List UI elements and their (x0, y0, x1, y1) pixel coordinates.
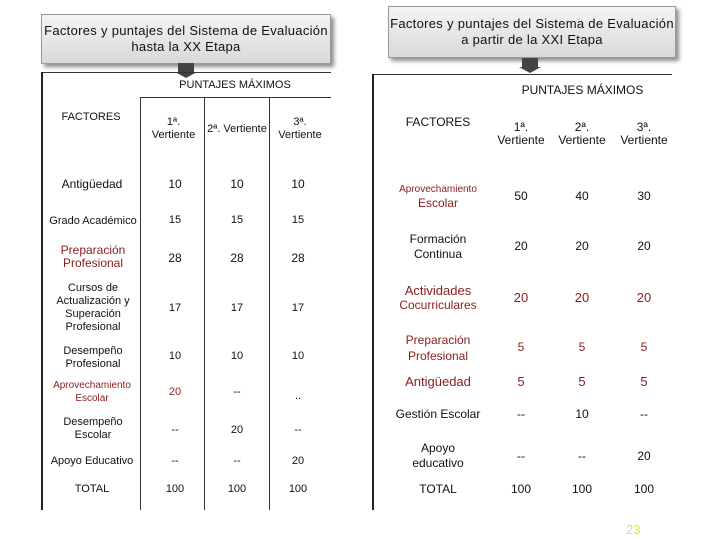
right-border (372, 74, 374, 510)
left-border (41, 72, 43, 510)
right-v2-3: 5 (578, 339, 586, 354)
right-v3-0: 30 (637, 188, 651, 203)
left-v1-3: 17 (168, 301, 182, 314)
left-v2-5: -- (233, 385, 241, 398)
left-v3-1: 15 (291, 213, 305, 226)
page-number: 23 (626, 522, 641, 537)
right-v2-6: -- (578, 448, 586, 463)
left-v1-7: -- (171, 454, 179, 467)
right-v3-2: 20 (636, 289, 652, 305)
left-factor-0: Antigüedad (61, 176, 123, 191)
right-factor-a-3: Preparación (405, 332, 471, 347)
right-v1-6: -- (517, 448, 525, 463)
right-v3-1: 20 (637, 238, 651, 253)
left-v3-7: 20 (291, 454, 305, 467)
right-title-text: Factores y puntajes del Sistema de Evaluación a partir de la XXI Etapa (390, 16, 674, 47)
right-v1-5: -- (517, 406, 525, 421)
left-title-text: Factores y puntajes del Sistema de Evaluación hasta la XX Etapa (44, 23, 328, 54)
left-header-rule (140, 97, 331, 98)
right-factor-a-4: Antigüedad (405, 373, 471, 389)
left-top-rule (41, 72, 331, 73)
right-col-2: 2ª. Vertiente (558, 120, 606, 147)
right-v3-4: 5 (640, 373, 648, 389)
right-factor-b-6: educativo (412, 456, 464, 470)
left-factor-8: TOTAL (74, 482, 110, 495)
right-v1-3: 5 (517, 339, 525, 354)
left-v2-7: -- (233, 454, 241, 467)
left-factor-7: Apoyo Educativo (50, 454, 134, 467)
right-factor-a-0: Aprovechamiento (399, 183, 477, 195)
right-v1-4: 5 (517, 373, 525, 389)
left-v2-8: 100 (227, 482, 247, 495)
right-factor-a-1: Formación (409, 232, 467, 246)
left-v2-4: 10 (230, 349, 244, 362)
right-v2-0: 40 (575, 188, 589, 203)
left-factor-1: Grado Académico (49, 214, 137, 227)
left-puntajes-header: PUNTAJES MÁXIMOS (179, 78, 291, 91)
left-v2-0: 10 (230, 176, 244, 191)
left-v1-1: 15 (168, 213, 182, 226)
right-v1-2: 20 (513, 289, 529, 305)
right-v1-0: 50 (514, 188, 528, 203)
left-factores-header: FACTORES (61, 110, 121, 123)
right-factor-b-3: Profesional (407, 348, 469, 363)
left-v1-0: 10 (168, 176, 182, 191)
right-v2-4: 5 (578, 373, 586, 389)
left-v3-8: 100 (288, 482, 308, 495)
left-v1-6: -- (171, 423, 179, 436)
right-v2-1: 20 (575, 238, 589, 253)
left-col-3: 3ª. Vertiente (278, 116, 322, 141)
right-v2-5: 10 (575, 406, 589, 421)
right-col-3: 3ª. Vertiente (620, 120, 668, 147)
right-factor-a-7: TOTAL (419, 481, 457, 496)
left-arrow-icon (178, 63, 194, 72)
left-factor-4: Desempeño Profesional (63, 345, 123, 370)
left-col-2: 2ª. Vertiente (207, 122, 267, 135)
left-v3-3: 17 (291, 301, 305, 314)
left-title (41, 14, 331, 64)
left-v3-0: 10 (291, 176, 305, 191)
left-v2-2: 28 (230, 250, 244, 265)
left-v3-2: 28 (291, 250, 305, 265)
left-v1-2: 28 (168, 250, 182, 265)
right-factor-a-2: Actividades (404, 282, 472, 298)
left-factor-6: Desempeño Escolar (63, 416, 123, 441)
right-arrow-icon (522, 58, 538, 67)
right-v2-7: 100 (571, 481, 593, 496)
right-v2-2: 20 (574, 289, 590, 305)
left-v1-8: 100 (165, 482, 185, 495)
left-v2-3: 17 (230, 301, 244, 314)
right-v3-5: -- (640, 406, 648, 421)
right-factor-a-5: Gestión Escolar (395, 406, 481, 421)
left-v1-5: 20 (168, 385, 182, 398)
right-puntajes-header: PUNTAJES MÁXIMOS (521, 82, 644, 97)
left-factor-5: Aprovechamiento Escolar (53, 380, 131, 404)
right-top-rule (372, 74, 672, 75)
right-v1-1: 20 (514, 238, 528, 253)
right-factor-b-2: Cocurriculares (399, 298, 477, 312)
right-factor-a-6: Apoyo (420, 441, 456, 455)
left-v3-6: -- (294, 423, 302, 436)
right-v3-6: 20 (637, 448, 651, 463)
left-v3-4: 10 (291, 349, 305, 362)
right-col-1: 1ª. Vertiente (497, 120, 545, 147)
right-factor-b-0: Escolar (417, 195, 458, 210)
right-factor-b-1: Continua (413, 247, 463, 261)
right-title (388, 6, 676, 58)
left-factor-2: Preparación Profesional (60, 243, 126, 270)
right-v1-7: 100 (510, 481, 532, 496)
right-v3-7: 100 (633, 481, 655, 496)
right-v3-3: 5 (640, 339, 648, 354)
left-factor-3: Cursos de Actualización y Superación Profesional (56, 282, 130, 333)
left-v2-1: 15 (230, 213, 244, 226)
right-factores-header: FACTORES (405, 114, 471, 129)
left-sep-1 (140, 97, 141, 510)
left-col-1: 1ª. Vertiente (151, 116, 196, 141)
left-v1-4: 10 (168, 349, 182, 362)
left-v3-5: .. (294, 389, 302, 402)
left-v2-6: 20 (230, 423, 244, 436)
